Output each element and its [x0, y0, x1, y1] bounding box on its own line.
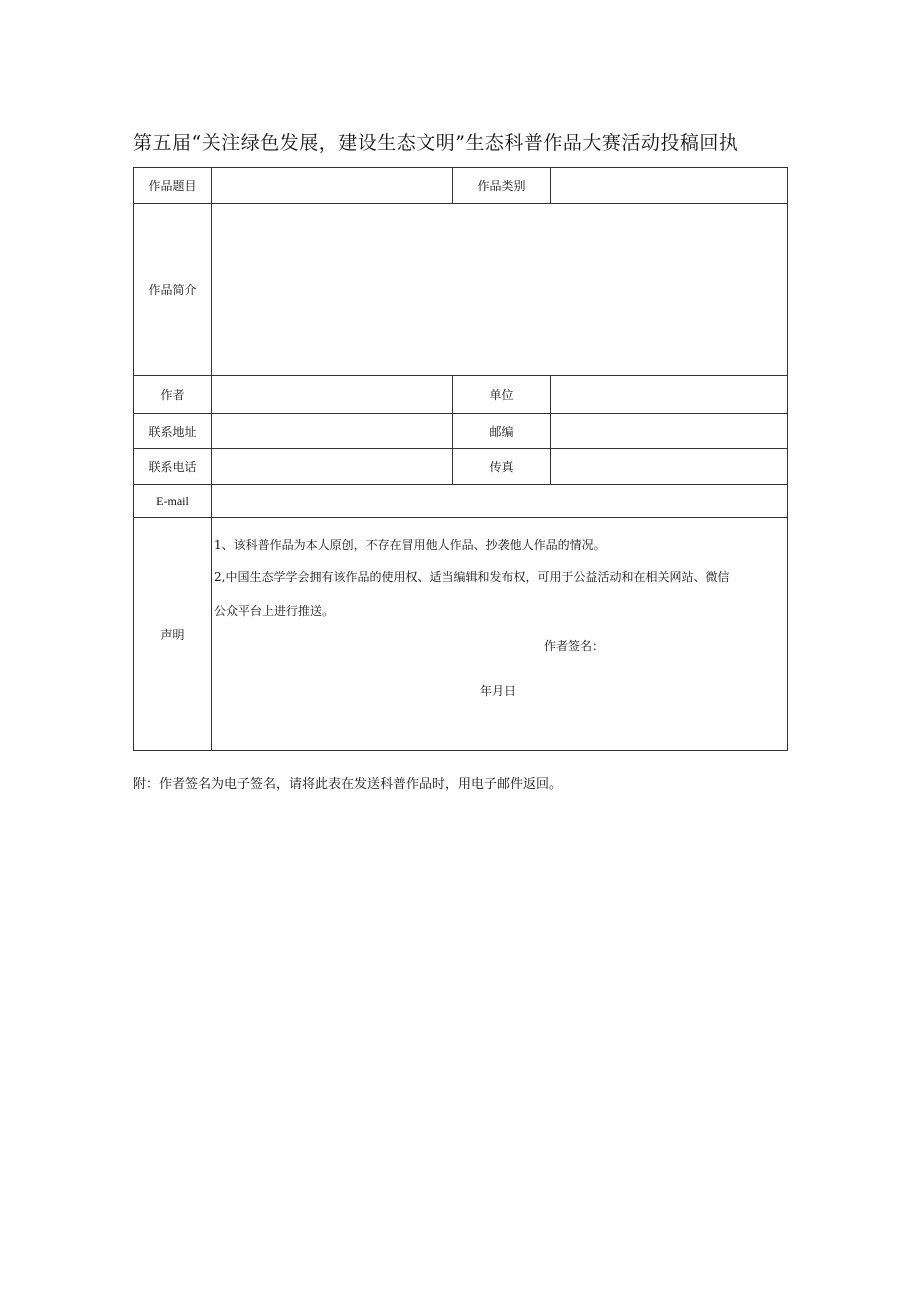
postcode-field[interactable] — [551, 414, 788, 449]
label-phone: 联系电话 — [134, 449, 212, 485]
submission-form-table — [133, 167, 788, 751]
declaration-line-2b: 公众平台上进行推送。 — [214, 604, 335, 618]
address-field[interactable] — [212, 414, 453, 449]
fax-field[interactable] — [551, 449, 788, 485]
author-signature-label: 作者签名： — [544, 639, 605, 653]
row-email — [134, 485, 788, 518]
document-title: 第五届“关注绿色发展，建设生态文明”生态科普作品大赛活动投稿回执 — [133, 132, 739, 154]
row-address — [134, 414, 788, 449]
work-summary-field[interactable] — [212, 204, 788, 376]
label-email: E-mail — [134, 485, 212, 518]
footnote: 附：作者签名为电子签名，请将此表在发送科普作品时，用电子邮件返回。 — [133, 777, 563, 792]
author-field[interactable] — [212, 376, 453, 414]
label-work-title: 作品题目 — [134, 168, 212, 204]
work-title-field[interactable] — [212, 168, 453, 204]
label-work-summary: 作品简介 — [134, 204, 212, 376]
declaration-line-1: 1、该科普作品为本人原创，不存在冒用他人作品、抄袭他人作品的情况。 — [214, 538, 606, 552]
row-author — [134, 376, 788, 414]
email-field[interactable] — [212, 485, 788, 518]
label-address: 联系地址 — [134, 414, 212, 449]
label-author: 作者 — [134, 376, 212, 414]
row-work-title — [134, 168, 788, 204]
row-declaration — [134, 518, 788, 751]
declaration-cell — [212, 518, 788, 751]
unit-field[interactable] — [551, 376, 788, 414]
work-category-field[interactable] — [551, 168, 788, 204]
row-work-summary — [134, 204, 788, 376]
label-postcode: 邮编 — [453, 414, 551, 449]
declaration-line-2a: 2,中国生态学学会拥有该作品的使用权、适当编辑和发布权，可用于公益活动和在相关网站、微信 — [214, 570, 730, 584]
label-fax: 传真 — [453, 449, 551, 485]
label-unit: 单位 — [453, 376, 551, 414]
date-label: 年月日 — [480, 684, 517, 698]
row-phone — [134, 449, 788, 485]
label-declaration: 声明 — [134, 518, 212, 751]
phone-field[interactable] — [212, 449, 453, 485]
label-work-category: 作品类别 — [453, 168, 551, 204]
